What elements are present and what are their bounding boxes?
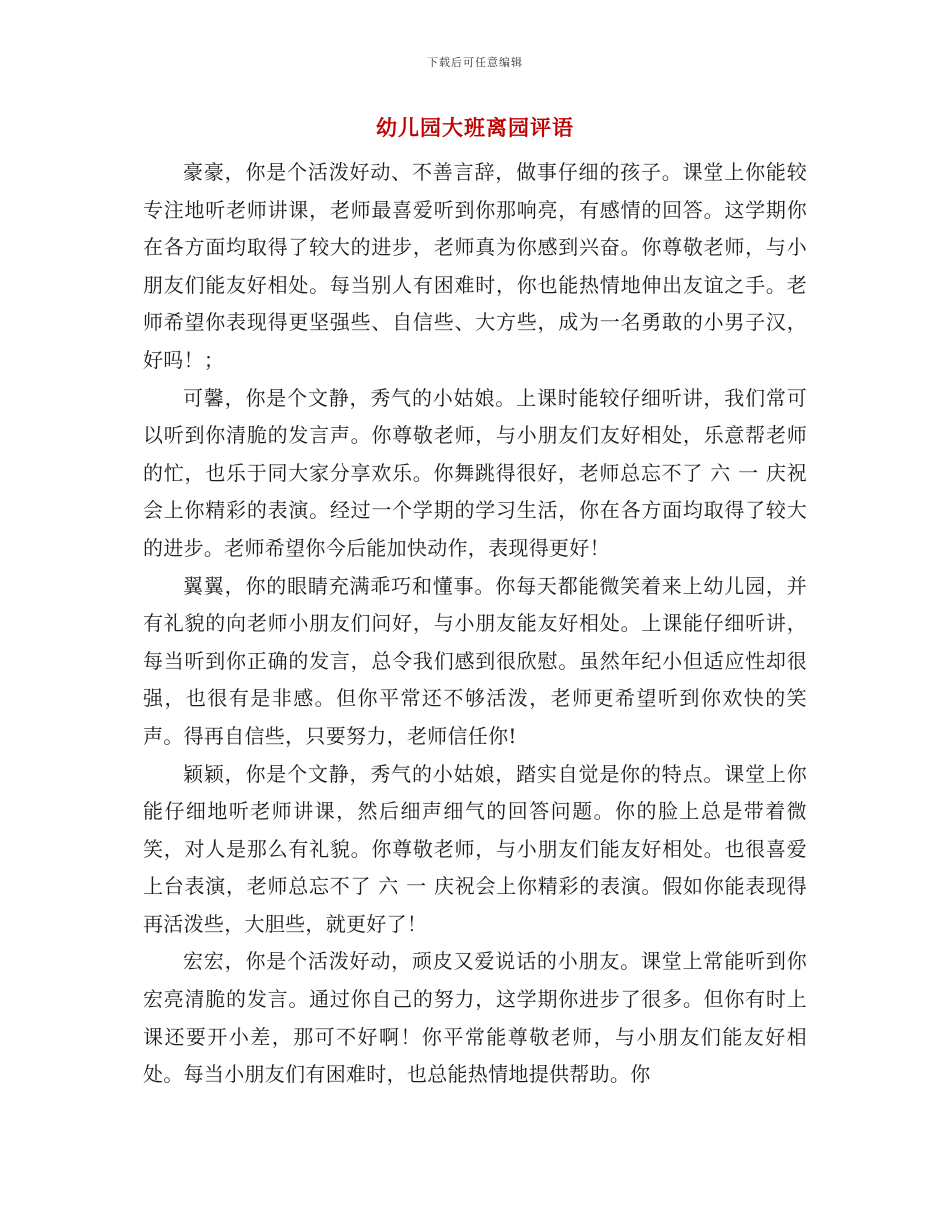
header-note: 下载后可任意编辑	[427, 56, 523, 69]
paragraph-honghong: 宏宏，你是个活泼好动，顽皮又爱说话的小朋友。课堂上常能听到你宏亮清脆的发言。通过你自己的努力，这学期你进步了很多。但你有时上课还要开小差，那可不好啊！你平常能尊敬老师，与小朋友们能友好相处。每当小朋友们有困难时，也总能热情地提供帮助。你	[143, 949, 807, 1087]
paragraph-yingying: 颖颖，你是个文静，秀气的小姑娘，踏实自觉是你的特点。课堂上你能仔细地听老师讲课，然后细声细气的回答问题。你的脸上总是带着微笑，对人是那么有礼貌。你尊敬老师，与小朋友们能友好相处。也很喜爱上台表演，老师总忘不了 六 一 庆祝会上你精彩的表演。假如你能表现得再活泼些，大胆些，就更好了！	[143, 761, 807, 936]
document-body	[143, 154, 807, 1094]
paragraph-haohao: 豪豪，你是个活泼好动、不善言辞，做事仔细的孩子。课堂上你能较专注地听老师讲课，老师最喜爱听到你那响亮，有感情的回答。这学期你在各方面均取得了较大的进步，老师真为你感到兴奋。你尊敬老师，与小朋友们能友好相处。每当别人有困难时，你也能热情地伸出友谊之手。老师希望你表现得更坚强些、自信些、大方些，成为一名勇敢的小男子汉，好吗！；	[143, 160, 807, 372]
document-title: 幼儿园大班离园评语	[376, 116, 574, 140]
paragraph-kexin: 可馨，你是个文静，秀气的小姑娘。上课时能较仔细听讲，我们常可以听到你清脆的发言声。你尊敬老师，与小朋友们友好相处，乐意帮老师的忙，也乐于同大家分享欢乐。你舞跳得很好，老师总忘不了 六 一 庆祝会上你精彩的表演。经过一个学期的学习生活，你在各方面均取得了较大的进步。老师希望你今后能加快动作，表现得更好！	[143, 385, 807, 560]
paragraph-yiyi: 翼翼，你的眼睛充满乖巧和懂事。你每天都能微笑着来上幼儿园，并有礼貌的向老师小朋友们问好，与小朋友能友好相处。上课能仔细听讲，每当听到你正确的发言，总令我们感到很欣慰。虽然年纪小但适应性却很强，也很有是非感。但你平常还不够活泼，老师更希望听到你欢快的笑声。得再自信些，只要努力，老师信任你!	[143, 573, 807, 748]
